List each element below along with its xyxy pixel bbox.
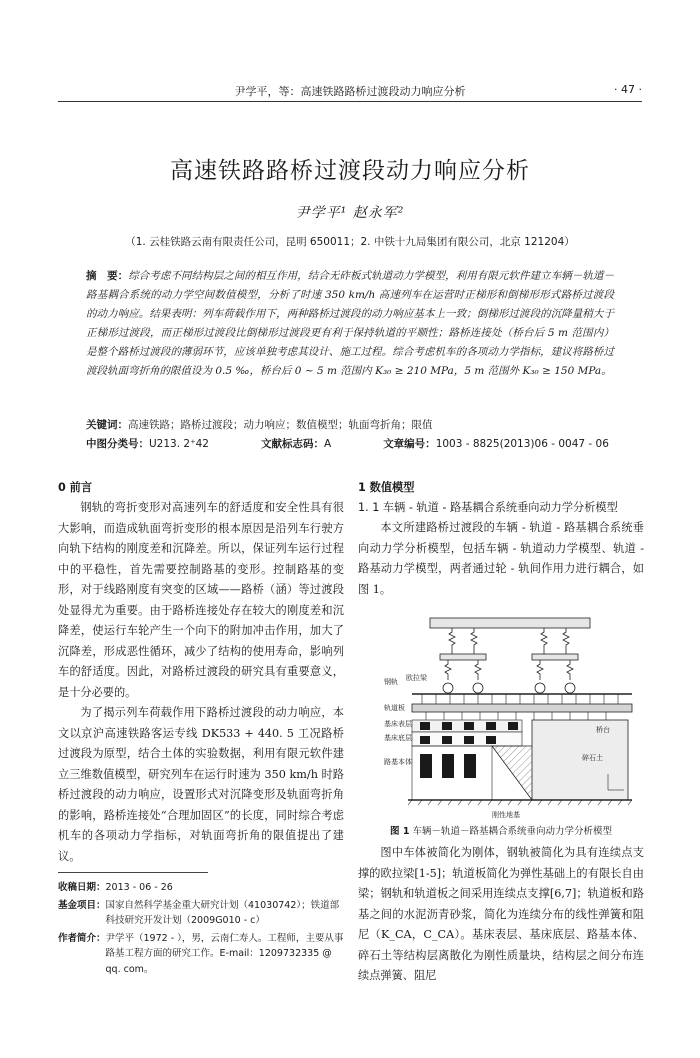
label-bed-surface: 基床表层 [384,720,412,728]
running-head-title: 尹学平，等：高速铁路路桥过渡段动力响应分析 [234,85,466,98]
label-abutment: 桥台 [596,726,610,734]
wheel [535,683,545,693]
bogie-rear [532,654,578,660]
section-1-heading: 1 数值模型 [358,481,415,494]
wheel [443,683,453,693]
abutment-block [532,720,628,800]
secondary-spring-2 [471,628,477,654]
keywords [86,416,614,435]
figure-1-diagram [382,614,638,822]
keywords-label: 关键词： [86,419,128,431]
abstract-label: 摘 要： [86,270,129,282]
author-bio: 作者简介： 尹学平（1972 - ），男，云南仁寿人。工程师，主要从事路基工程方面的研究工作。E-mail：1209732335 @ qq. com。 [58,932,344,975]
label-track-slab: 轨道板 [384,704,405,712]
right-column-top [358,478,644,600]
figure-1-caption [358,823,644,837]
clc-number: 中图分类号：U213. 2⁺42 [86,438,209,450]
section-0-paragraph-1: 钢轨的弯折变形对高速列车的舒适度和安全性具有很大影响，而造成轨面弯折变形的根本原因是沿列车行驶方向轨下结构的刚度差和沉降差。所以，保证列车运行过程中的平稳性，首先需要控制路基的变形。控制路基的变形，对于线路刚度有突变的区域——路桥（涵）等过渡段处显得尤为重要。由于路桥连接处存在较大的刚度差和沉降差，使运行车轮产生一个向下的附加冲击作用，加大了沉降差，形成恶性循环，减少了结构的使用寿命，影响列车的舒适度。因此，对路桥过渡段的研究具有重要意义，是十分必要的。 [58,501,344,699]
label-gravel: 碎石土 [582,754,603,762]
fund-project: 基金项目： 国家自然科学基金重大研究计划（41030742）；铁道部科技研究开发计划（2009G010 - c） [58,899,340,926]
running-head [58,82,642,102]
abstract-text: 综合考虑不同结构层之间的相互作用，结合无砟板式轨道动力学模型，利用有限元软件建立车辆－轨道－路基耦合系统的动力学空间数值模型，分析了时速 350 km/h 高速列车在运营时正梯形和倒梯形形式路桥过渡段的动力响应。结果表明：列车荷载作用下，两种路桥过渡段的动力响应基本上一致；倒梯形过渡段的沉降量稍大于正梯形过渡段，而正梯形过渡段比倒梯形过渡段更有利于保持轨道的平顺性；路桥连接处（桥台后 5 m 范围内）是整个路桥过渡段的薄弱环节，应该单独考虑其设计、施工过程。综合考虑机车的各项动力学指标，建议将路桥过渡段轨面弯折角的限值设为 0.5 ‰，桥台后 0 ~ 5 m 范围内 K₃₀ ≥ 210 MPa，5 m 范围外 K₃₀ ≥ 150 MPa。 [86,270,615,377]
figure-1-caption-text: 车辆－轨道－路基耦合系统垂向动力学分析模型 [412,826,612,837]
article-number: 文章编号：1003 - 8825(2013)06 - 0047 - 06 [383,438,609,450]
abstract [86,267,614,381]
bogie-front [440,654,486,660]
classification-row [86,436,614,451]
section-0-heading: 0 前言 [58,481,93,494]
left-column [58,478,344,867]
secondary-spring-4 [563,628,569,654]
footnote-rule [58,872,208,873]
authors: 尹学平¹ 赵永军² [295,205,405,221]
footnotes [58,880,344,979]
keywords-text: 高速铁路；路桥过渡段；动力响应；数值模型；轨面弯折角；限值 [128,419,433,431]
label-embankment: 路基本体 [384,758,412,766]
wheel [473,683,483,693]
label-foundation: 刚性地基 [492,811,520,819]
label-bed-bottom: 基床底层 [384,734,412,742]
affiliation: （1. 云桂铁路云南有限责任公司，昆明 650011；2. 中铁十九局集团有限公司，北京 121204） [125,236,575,248]
section-1-1-heading: 1. 1 车辆 - 轨道 - 路基耦合系统垂向动力学分析模型 [358,501,618,514]
wheel [565,683,575,693]
section-0-paragraph-2: 为了揭示列车荷载作用下路桥过渡段的动力响应，本文以京沪高速铁路客运专线 DK533 + 440. 5 工况路桥过渡段为原型，结合土体的实验数据，利用有限元软件建立三维数值模型，研究列车在运行时速为 350 km/h 时路桥过渡段的动力响应，设置形式对沉降变形及轨面弯折角的影响，路桥连接处“合理加固区”的长度，同时综合考虑机车的各项动力学指标，对轨面弯折角的限值提出了建议。 [58,706,344,863]
paper-title: 高速铁路路桥过渡段动力响应分析 [170,158,530,184]
figure-1-caption-label: 图 1 [390,826,410,837]
section-1-paragraph-2: 图中车体被简化为刚体，钢轨被简化为具有连续点支撑的欧拉梁[1-5]；轨道板简化为弹性基础上的有限长自由梁；钢轨和轨道板之间采用连续点支撑[6,7]；轨道板和路基之间的水泥沥青砂浆，简化为连续分布的线性弹簧和阻尼（K_CA，C_CA）。基床表层、基床底层、路基本体、碎石土等结构层离散化为刚性质量块，结构层之间分布连续点弹簧、阻尼 [358,846,644,982]
label-rail: 钢轨 [384,678,398,686]
document-code: 文献标志码：A [261,438,332,450]
track-slab-block [412,704,632,712]
secondary-spring-1 [449,628,455,654]
section-1-paragraph-1: 本文所建路桥过渡段的车辆 - 轨道 - 路基耦合系统垂向动力学分析模型，包括车辆 - 轨道动力学模型、轨道 - 路基动力学模型，两者通过轮 - 轨间作用力进行耦合，如图 1。 [358,521,644,596]
page-number: · 47 · [614,83,642,96]
car-body [430,618,590,628]
right-column-bottom [358,843,644,987]
label-euler-beam: 欧拉梁 [406,674,427,682]
received-date: 收稿日期： 2013 - 06 - 26 [58,882,173,893]
secondary-spring-3 [541,628,547,654]
